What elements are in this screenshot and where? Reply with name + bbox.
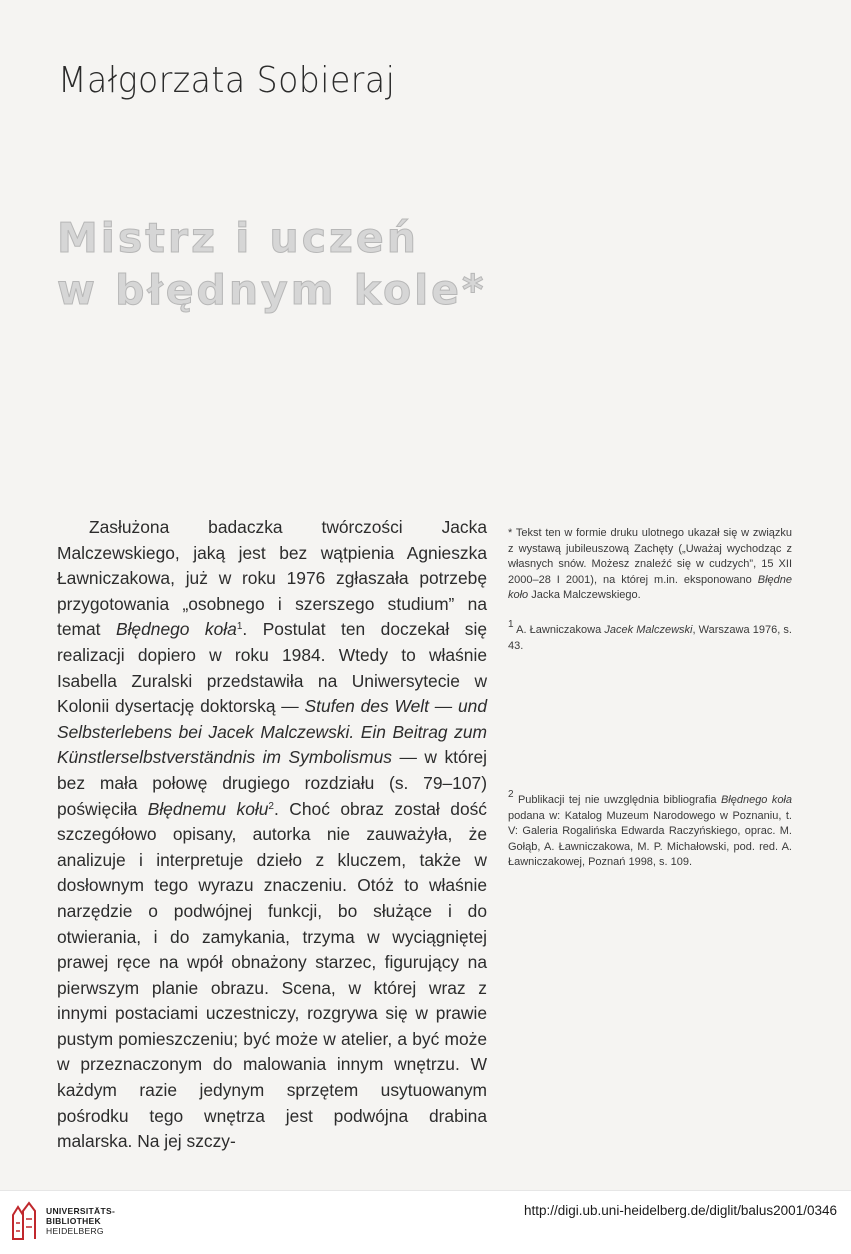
footnote-ref: 2 xyxy=(508,789,514,800)
footnote-1 xyxy=(508,619,792,654)
footnote-2 xyxy=(508,789,792,871)
body-paragraph xyxy=(57,515,487,1155)
text-run: . Postulat ten doczekał się realizacji dopiero w roku 1984. Wtedy to właśnie Isabella Zuralski przedstawiła na Uniwersytecie w Kolonii dysertację doktorską — xyxy=(57,619,487,717)
author-name: Małgorzata Sobieraj xyxy=(58,60,396,101)
footnote-ref: 1 xyxy=(236,621,243,633)
text-run: — w której bez mała połowę drugiego rozdziału (s. 79–107) poświęciła xyxy=(57,747,487,819)
text-run: * Tekst ten w formie druku ulotnego ukazał się w związku z wystawą jubileuszową Zachęty („Uważaj wychodząc z własnych snów. Możesz znaleźć się w cudzych”, 15 XII 2000–28 I 2001), na której m.in. eksponowano xyxy=(508,527,792,586)
text-run: podana w: Katalog Muzeum Narodowego w Poznaniu, t. V: Galeria Rogalińska Edwarda Raczyńskiego, oprac. M. Gołąb, A. Ławniczakowa, M. P. Michałowski, pod. red. A. Ławniczakowej, Poznań 1998, s. 109. xyxy=(508,809,792,869)
italic-run: Błędne koło xyxy=(508,573,792,602)
text-run: Jacka Malczewskiego. xyxy=(528,589,641,602)
italic-run: Błędnego koła xyxy=(115,619,237,640)
title-line: w błędnym kole* xyxy=(57,266,487,314)
italic-run: Stufen des Welt — und Selbsterlebens bei Jacek Malczewski. Ein Beitrag zum Künstlerselbstverständnis im Symbolismus xyxy=(57,696,487,768)
library-name xyxy=(46,1206,115,1236)
text-run: Zasłużona badaczka twórczości Jacka Malczewskiego, jaką jest bez wątpienia Agnieszka Ławniczakowa, już w roku 1976 zgłaszała potrzebę przygotowania „osobnego i szerszego studium” na temat xyxy=(57,517,487,640)
article-title xyxy=(57,212,486,316)
logo-line: BIBLIOTHEK xyxy=(46,1216,101,1226)
italic-run: Błędnemu kołu xyxy=(147,798,269,819)
title-line: Mistrz i uczeń xyxy=(57,214,419,262)
text-run: A. Ławniczakowa xyxy=(513,624,605,636)
text-run: Publikacji tej nie uwzględnia bibliografia xyxy=(513,794,721,806)
main-text xyxy=(57,515,487,1155)
text-run: . Choć obraz został dość szczegółowo opisany, autorka nie zauważyła, że analizuje i interpretuje dzieło z kluczem, także w dosłownym tego wyrazu znaczeniu. Otóż to właśnie narzędzie o podwójnej funkcji, bo służące i do otwierania, i do zamykania, trzyma w wyciągniętej prawej ręce na wpół obnażony starzec, figurujący na pierwszym planie obrazu. Scena, w której wraz z innymi postaciami uczestniczy, rozgrywa się w prawie pustym pomieszczeniu; być może w atelier, a być może w przeznaczonym do malowania innym wnętrzu. W każdym razie jedynym sprzętem usytuowanym pośrodku tego wnętrza jest podwójna drabina malarska. Na jej szczy- xyxy=(57,798,488,1152)
italic-run: Błędnego koła xyxy=(720,794,792,806)
text-run: , Warszawa 1976, s. 43. xyxy=(508,624,792,652)
logo-line: UNIVERSITÄTS- xyxy=(46,1206,116,1216)
heidelberg-library-logo-icon xyxy=(10,1201,40,1241)
logo-line: HEIDELBERG xyxy=(46,1226,104,1236)
footnote-star xyxy=(508,526,792,604)
footnote-ref: 2 xyxy=(268,800,274,812)
footnote-ref: 1 xyxy=(508,619,514,630)
italic-run: Jacek Malczewski xyxy=(604,624,693,636)
viewer-footer xyxy=(0,1190,851,1254)
source-url[interactable]: http://digi.ub.uni-heidelberg.de/diglit/balus2001/0346 xyxy=(524,1203,837,1218)
library-logo[interactable] xyxy=(10,1201,140,1245)
